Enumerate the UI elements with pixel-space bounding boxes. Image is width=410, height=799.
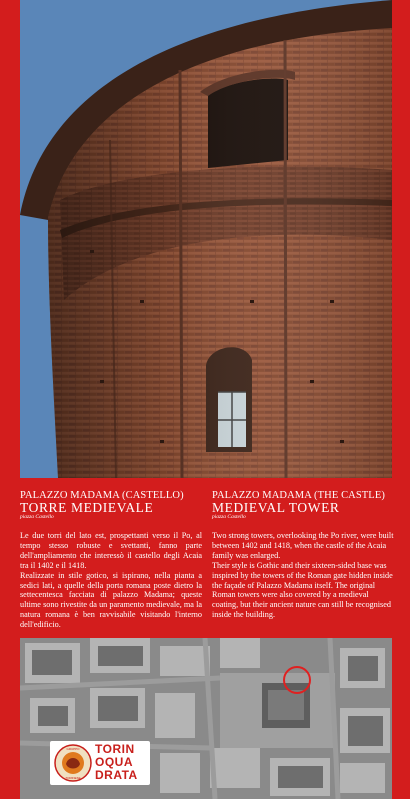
- paragraph: Two strong towers, overlooking the Po river, were built between 1402 and 1418, when the castle of the Acaia family was enlarged.: [212, 531, 394, 560]
- archaeological-group-seal-icon: [54, 744, 92, 782]
- tower-photo: [20, 0, 392, 478]
- title-english: MEDIEVAL TOWER: [212, 500, 340, 515]
- text-columns: [20, 490, 392, 630]
- paragraph: Realizzate in stile gotico, si ispirano, nella pianta a sedici lati, a quelle della porta romana poste dietro la settecentesca facciata di palazzo Madama; queste ultime sono rivestite da un paramento medievale, ma la natura romana è ben ravvisabile visitando l'interno dell'edificio.: [20, 570, 202, 630]
- paragraph: Le due torri del lato est, prospettanti verso il Po, al tempo stesso robuste e svettanti, fanno parte dell'ampliamento che interessò il castello degli Acaia tra il 1402 e il 1418.: [20, 531, 202, 570]
- subtitle-italian: piazza Castello: [20, 514, 54, 520]
- italian-column: [20, 490, 202, 630]
- logo-line: TORIN: [95, 742, 135, 756]
- svg-text:GRUPPO: GRUPPO: [66, 747, 80, 751]
- body-italian: [20, 531, 202, 630]
- logo-wordmark: [95, 743, 148, 782]
- place-name-italian: PALAZZO MADAMA (CASTELLO): [20, 490, 184, 501]
- torino-quadrata-logo: [50, 741, 150, 785]
- place-name-english: PALAZZO MADAMA (THE CASTLE): [212, 490, 385, 501]
- title-italian: TORRE MEDIEVALE: [20, 500, 154, 515]
- paragraph: Their style is Gothic and their sixteen-sided base was inspired by the towers of the Roman gate hidden inside the façade of Palazzo Madama itself. The original Roman towers were also covered by a medieval coating, but their ancient nature can still be recognised inside the building.: [212, 560, 393, 620]
- subtitle-english: piazza Castello: [212, 514, 246, 520]
- logo-line: DRATA: [95, 768, 138, 782]
- body-english: [212, 531, 394, 620]
- logo-line: OQUA: [95, 755, 133, 769]
- english-column: [212, 490, 394, 620]
- svg-text:TORINESE: TORINESE: [65, 776, 81, 780]
